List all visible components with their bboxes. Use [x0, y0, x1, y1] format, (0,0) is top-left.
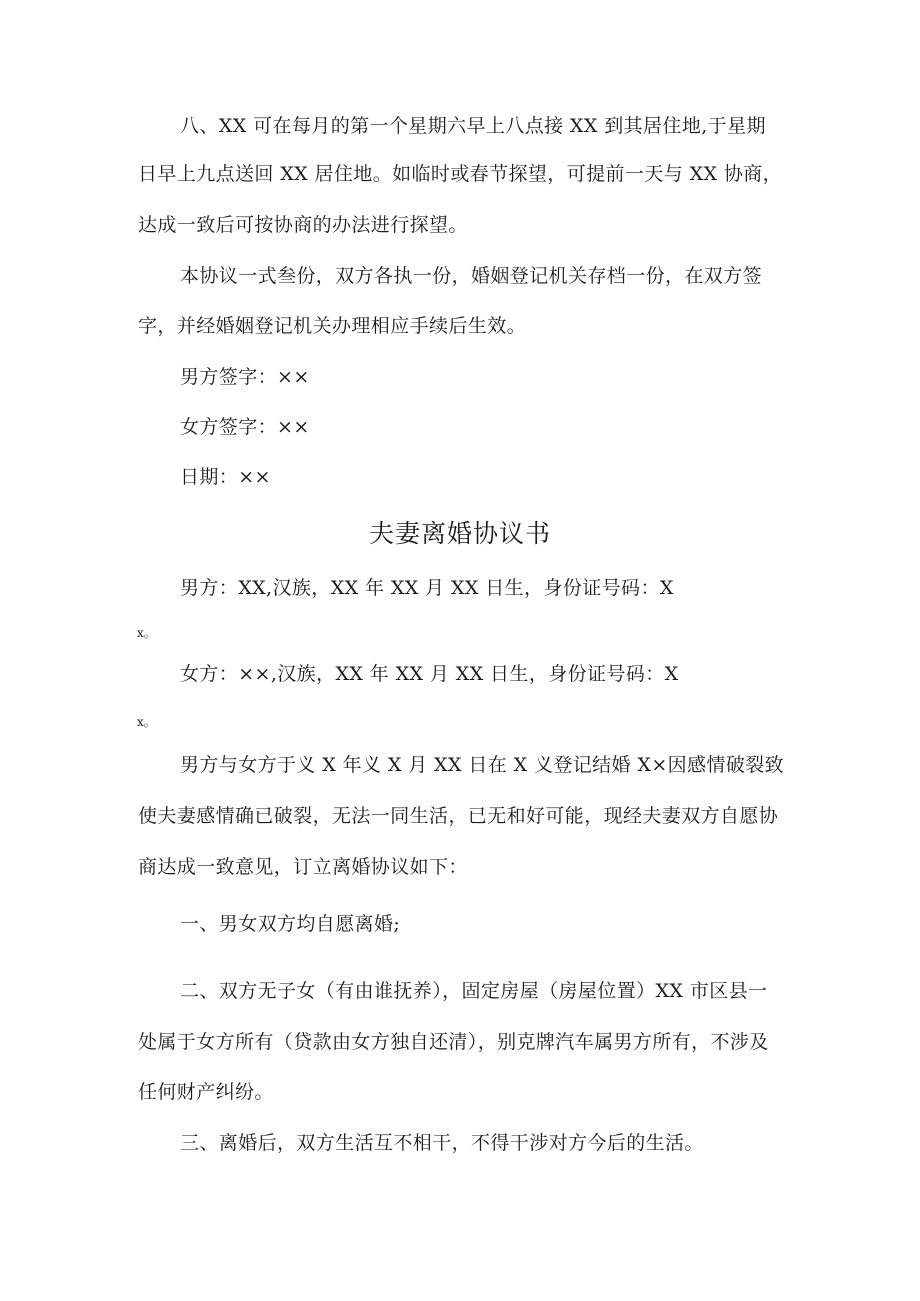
signature-date: 日期：××	[180, 466, 271, 488]
paragraph-line: 达成一致后可按协商的办法进行探望。	[138, 214, 468, 236]
male-info: 男方：XX,汉族，XX 年 XX 月 XX 日生，身份证号码：X	[180, 577, 674, 599]
paragraph-line: 商达成一致意见，订立离婚协议如下：	[138, 856, 468, 878]
paragraph-line: 字，并经婚姻登记机关办理相应手续后生效。	[138, 315, 527, 337]
paragraph-line: 八、XX 可在每月的第一个星期六早上八点接 XX 到其居住地,于星期	[180, 115, 766, 137]
paragraph-line: 任何财产纠纷。	[138, 1081, 274, 1103]
female-info: 女方：××,汉族，XX 年 XX 月 XX 日生，身份证号码：X	[180, 663, 679, 685]
clause-two: 二、双方无子女（有由谁抚养），固定房屋（房屋位置）XX 市区县一	[180, 980, 768, 1002]
clause-one: 一、男女双方均自愿离婚;	[180, 913, 401, 935]
paragraph-line: 处属于女方所有（贷款由女方独自还清），别克牌汽车属男方所有，不涉及	[138, 1031, 769, 1053]
document-title: 夫妻离婚协议书	[368, 519, 551, 548]
paragraph-line: 男方与女方于义 X 年义 X 月 XX 日在 X 义登记结婚 X×因感情破裂致	[180, 754, 785, 776]
male-info-continuation: x。	[137, 626, 156, 640]
male-signature: 男方签字：××	[180, 366, 310, 388]
paragraph-line: 日早上九点送回 XX 居住地。如临时或春节探望，可提前一天与 XX 协商，	[138, 163, 783, 185]
paragraph-line: 使夫妻感情确已破裂，无法一同生活，已无和好可能，现经夫妻双方自愿协	[138, 805, 779, 827]
clause-three: 三、离婚后，双方生活互不相干，不得干涉对方今后的生活。	[180, 1132, 704, 1154]
female-info-continuation: x。	[137, 715, 156, 729]
female-signature: 女方签字：××	[180, 416, 310, 438]
paragraph-line: 本协议一式叁份，双方各执一份，婚姻登记机关存档一份，在双方签	[180, 265, 763, 287]
